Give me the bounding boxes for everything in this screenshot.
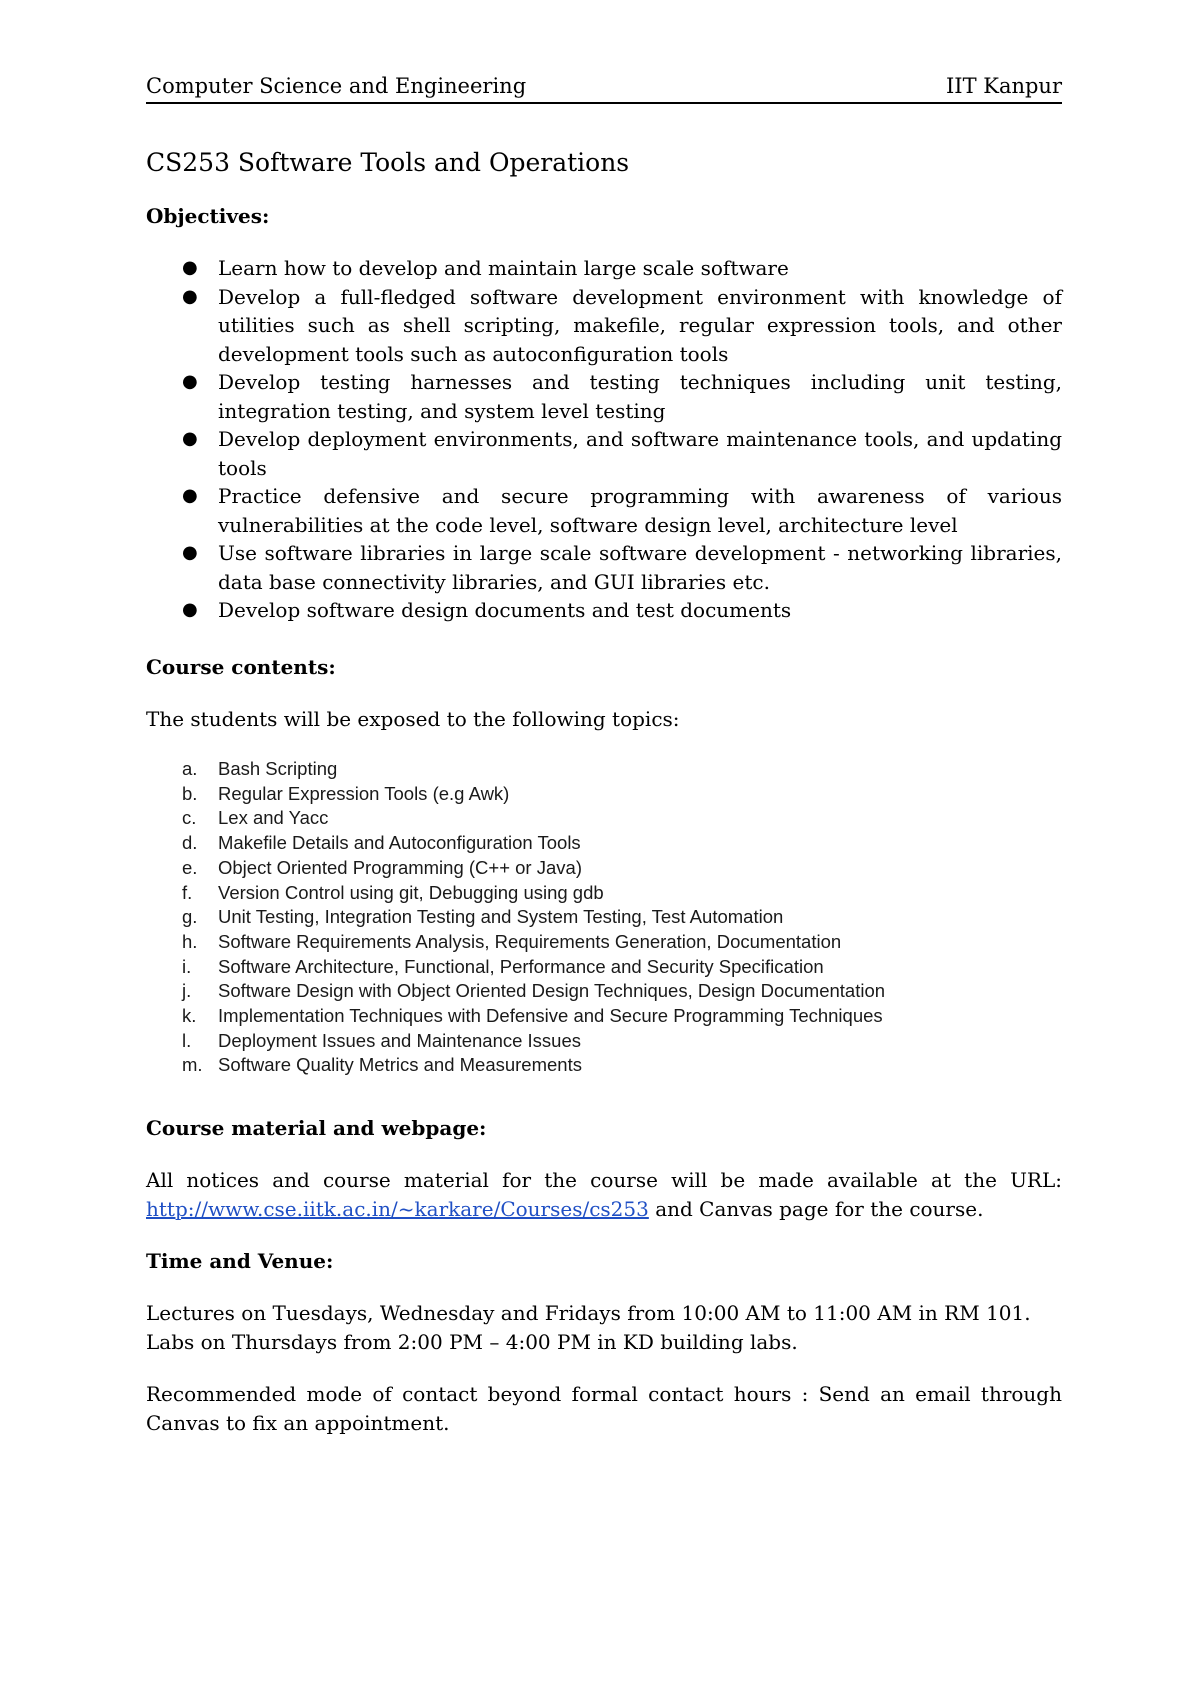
objective-item: ● Practice defensive and secure programming with awareness of various vulnerabilities at the code level, software design level, architecture level: [182, 484, 1062, 537]
contact-paragraph: Recommended mode of contact beyond formal contact hours : Send an email through Canvas to fix an appointment.: [146, 1382, 1062, 1435]
objective-item: ● Develop testing harnesses and testing techniques including unit testing, integration testing, and system level testing: [182, 370, 1062, 423]
page-header: [146, 72, 1062, 104]
header-institute: IIT Kanpur: [945, 74, 1062, 98]
venue-heading: Time and Venue:: [146, 1249, 334, 1274]
document-body: [146, 146, 1062, 1461]
topic-item: b. Regular Expression Tools (e.g Awk): [182, 782, 510, 804]
course-url-link[interactable]: http://www.cse.iitk.ac.in/~karkare/Courses/cs253: [146, 1196, 649, 1221]
topic-item: h. Software Requirements Analysis, Requirements Generation, Documentation: [182, 930, 842, 952]
topic-item: k. Implementation Techniques with Defensive and Secure Programming Techniques: [182, 1005, 883, 1027]
objective-item: ● Use software libraries in large scale software development - networking libraries, data base connectivity libraries, and GUI libraries etc.: [182, 541, 1062, 594]
bullet-icon: ●: [182, 599, 198, 620]
labs-text: Labs on Thursdays from 2:00 PM – 4:00 PM in KD building labs.: [146, 1329, 798, 1354]
topic-item: m. Software Quality Metrics and Measurements: [182, 1054, 582, 1076]
venue-paragraph: [146, 1299, 1062, 1356]
topic-item: c. Lex and Yacc: [182, 807, 329, 829]
topics-list: [146, 757, 1062, 1078]
header-department: Computer Science and Engineering: [146, 74, 527, 98]
topic-item: f. Version Control using git, Debugging using gdb: [182, 881, 604, 903]
bullet-icon: ●: [182, 428, 198, 449]
objective-item: ● Learn how to develop and maintain large scale software: [218, 254, 1062, 283]
bullet-icon: ●: [182, 257, 198, 278]
bullet-icon: ●: [182, 285, 198, 307]
objectives-list: [146, 254, 1062, 625]
topic-item: l. Deployment Issues and Maintenance Issues: [182, 1029, 582, 1051]
material-heading: Course material and webpage:: [146, 1116, 487, 1141]
topic-item: a. Bash Scripting: [182, 758, 338, 779]
objective-item: ● Develop deployment environments, and software maintenance tools, and updating tools: [182, 427, 1062, 480]
objectives-heading: Objectives:: [146, 204, 270, 228]
contents-intro: The students will be exposed to the following topics:: [146, 706, 680, 731]
topic-item: g. Unit Testing, Integration Testing and System Testing, Test Automation: [182, 906, 784, 928]
lectures-text: Lectures on Tuesdays, Wednesday and Fridays from 10:00 AM to 11:00 AM in RM 101.: [146, 1301, 1031, 1326]
topic-item: d. Makefile Details and Autoconfiguration Tools: [182, 832, 581, 854]
topic-item: j. Software Design with Object Oriented Design Techniques, Design Documentation: [182, 980, 886, 1002]
objective-item: ● Develop a full-fledged software development environment with knowledge of utilities such as shell scripting, makefile, regular expression tools, and other development tools such as autoconfiguration tools: [182, 284, 1062, 366]
course-title: CS253 Software Tools and Operations: [146, 148, 630, 177]
topic-item: e. Object Oriented Programming (C++ or Java): [182, 856, 582, 878]
bullet-icon: ●: [182, 485, 198, 506]
topic-item: i. Software Architecture, Functional, Performance and Security Specification: [182, 955, 824, 977]
bullet-icon: ●: [182, 542, 198, 563]
objective-item: ● Develop software design documents and test documents: [218, 596, 1062, 625]
material-paragraph: All notices and course material for the course will be made available at the URL: http://www.cse.iitk.ac.in/~karkare/Courses/cs253 and Canvas page for the course.: [146, 1168, 1062, 1221]
contents-heading: Course contents:: [146, 654, 336, 679]
bullet-icon: ●: [182, 371, 198, 392]
